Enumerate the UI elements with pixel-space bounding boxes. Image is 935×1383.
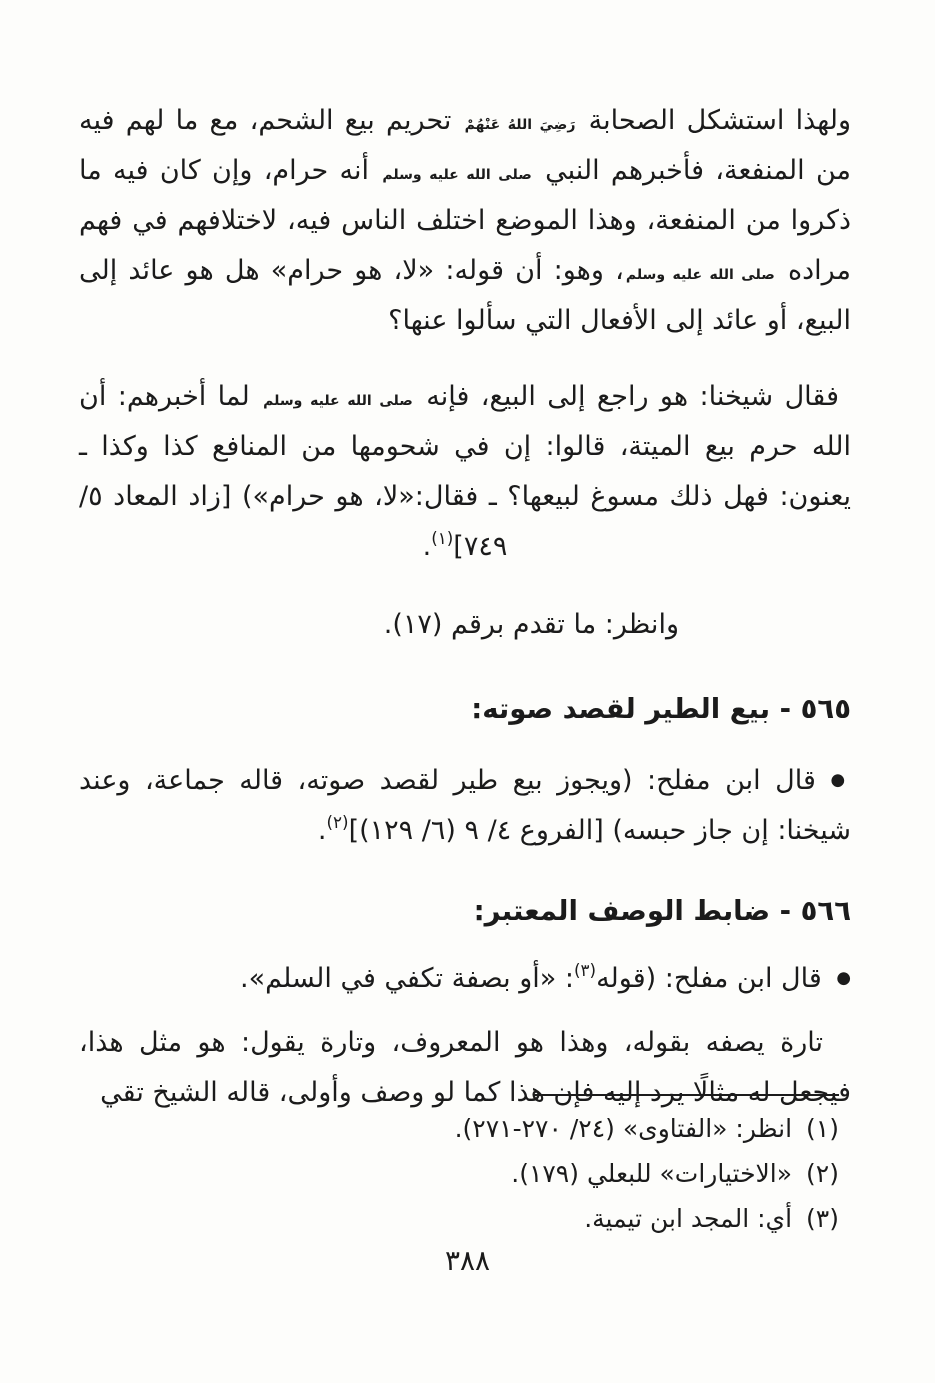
text-run: تارة يصفه بقوله، وهذا هو المعروف، وتارة يقول: هو مثل هذا، فيجعل له مثالًا يرد إليه فإن هذا كما لو وصف وأولى، قاله الشيخ تقي	[79, 1027, 851, 1108]
footnote-item	[79, 1196, 839, 1241]
bullet-icon: ●	[836, 967, 851, 987]
footnote-item	[79, 1106, 839, 1151]
footnote-marker: (٣)	[574, 960, 597, 980]
footnote-text: «الاختيارات» للبعلي (١٧٩).	[511, 1159, 793, 1188]
paragraph-shaykh-answer	[79, 372, 851, 572]
footnote-separator	[533, 1094, 839, 1096]
honorific-ligature: صلى الله عليه وسلم	[625, 267, 775, 283]
text-run: ٥٦٦ - ضابط الوصف المعتبر:	[473, 895, 851, 927]
text-run: تحريم بيع الشحم، مع ما لهم فيه من المنفعة، فأخبرهم النبي	[79, 105, 851, 186]
body-text	[79, 96, 851, 1118]
paragraph-fat-sale-issue	[79, 96, 851, 346]
page-number: ٣٨٨	[444, 1244, 491, 1277]
text-run: قال ابن مفلح: (قوله	[596, 963, 831, 994]
bullet-icon: ●	[830, 769, 851, 789]
footnote-text: انظر: «الفتاوى» (٢٤/ ٢٧٠-٢٧١).	[454, 1114, 793, 1143]
honorific-ligature: صلى الله عليه وسلم	[382, 167, 532, 183]
paragraph-description-explanation	[79, 1018, 851, 1118]
footnote-number: (١)	[806, 1114, 839, 1143]
honorific-ligature: رَضِيَ اللهُ عَنْهُمْ	[464, 117, 576, 133]
paragraph-description-quote	[79, 952, 851, 1004]
text-run: ولهذا استشكل الصحابة	[577, 105, 851, 136]
text-run: أنه حرام، وإن كان فيه ما ذكروا من المنفعة، وهذا الموضع اختلف الناس فيه، لاختلافهم في فهم مراده	[79, 155, 851, 286]
footnote-item	[79, 1151, 839, 1196]
text-run: .	[317, 815, 327, 846]
text-run: لما أخبرهم: أن الله حرم بيع الميتة، قالوا: إن في شحومها من المنافع كذا وكذا ـ يعنون: فهل ذلك مسوغ لبيعها؟ ـ فقال:«لا، هو حرام») [زاد المعاد ٥/ ٧٤٩]	[79, 381, 851, 562]
footnote-number: (٣)	[806, 1204, 839, 1233]
text-run: .	[422, 531, 432, 562]
text-run: ٥٦٥ - بيع الطير لقصد صوته:	[471, 693, 851, 725]
text-run: وانظر: ما تقدم برقم (١٧).	[383, 609, 679, 640]
text-run: قال ابن مفلح: (ويجوز بيع طير لقصد صوته، قاله جماعة، وعند شيخنا: إن جاز حبسه) [الفروع ٤/ ٩ (٦/ ١٢٩)]	[79, 765, 851, 846]
footnotes-block	[79, 1106, 839, 1241]
section-heading-565	[79, 684, 851, 734]
footnote-marker: (٢)	[326, 812, 349, 832]
footnote-marker: (١)	[431, 528, 454, 548]
text-run: ، وهو: أن قوله: «لا، هو حرام» هل هو عائد إلى البيع، أو عائد إلى الأفعال التي سألوا عنها؟	[79, 255, 851, 336]
honorific-ligature: صلى الله عليه وسلم	[263, 393, 413, 409]
footnote-text: أي: المجد ابن تيمية.	[584, 1204, 793, 1233]
paragraph-bird-sale-quote	[79, 754, 851, 856]
text-run: فقال شيخنا: هو راجع إلى البيع، فإنه	[414, 381, 839, 412]
text-run: : «أو بصفة تكفي في السلم».	[240, 963, 574, 994]
footnote-number: (٢)	[806, 1159, 839, 1188]
section-heading-566	[79, 886, 851, 936]
paragraph-cross-reference	[79, 600, 851, 650]
